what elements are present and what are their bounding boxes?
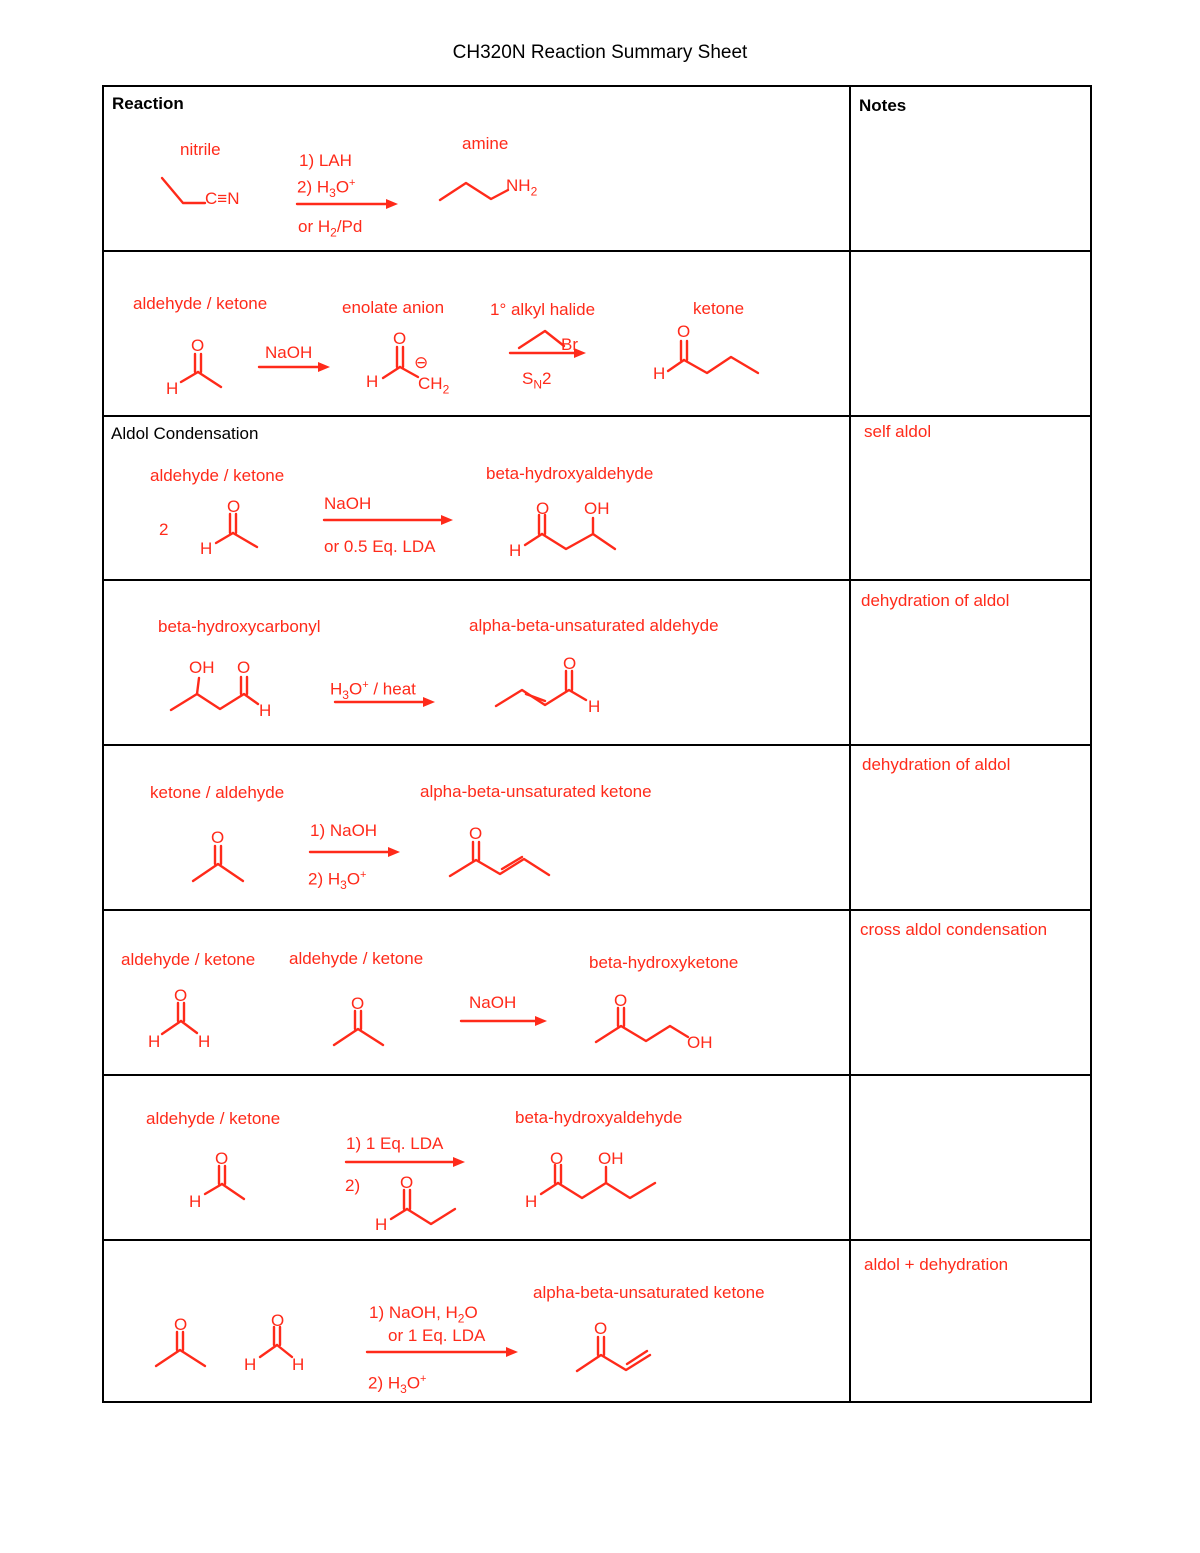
atom-o: O [271,1311,285,1330]
notes-column-header: Notes [859,96,907,115]
condition-h3o: 2) $H_3O^+$ [297,177,356,201]
acetaldehyde-structure-2 [216,514,257,547]
label-beta-hydroxyaldehyde: beta-hydroxyaldehyde [515,1108,683,1127]
atom-o: O [677,322,691,341]
atom-oh: OH [687,1033,713,1052]
label-unsaturated-ketone: alpha-beta-unsaturated ketone [420,782,652,801]
atom-nh2: $NH_2$ [506,176,538,199]
atom-h: H [166,379,179,398]
atom-o: O [550,1149,564,1168]
atom-h: H [292,1355,305,1374]
condition-naoh: 1) NaOH [310,821,378,840]
page-title: CH320N Reaction Summary Sheet [452,42,748,63]
label-amine: amine [462,134,509,153]
label-beta-hydroxyketone: beta-hydroxyketone [589,953,739,972]
label-unsaturated-aldehyde: alpha-beta-unsaturated aldehyde [469,616,719,635]
atom-h: H [148,1032,161,1051]
atom-o: O [393,329,407,348]
atom-br: Br [561,335,578,354]
condition-step2: 2) [345,1176,361,1195]
label-unsaturated-ketone: alpha-beta-unsaturated ketone [533,1283,765,1302]
label-ketone-aldehyde: ketone / aldehyde [150,783,285,802]
condition-naoh-water: 1) NaOH, $H_2O$ [369,1303,478,1326]
condition-naoh: NaOH [265,343,313,362]
condition-h3o: 2) $H_3O^+$ [368,1373,427,1397]
acetaldehyde-structure-3 [205,1166,244,1199]
atom-h: H [509,541,522,560]
acetaldehyde-structure-1 [181,354,221,387]
note-dehydration: dehydration of aldol [861,591,1010,610]
reaction-arrow-2 [259,362,330,372]
condition-naoh: NaOH [324,494,372,513]
note-aldol-dehydration: aldol + dehydration [864,1255,1009,1274]
atom-o: O [211,828,225,847]
aldol-product-structure-2 [541,1165,655,1198]
label-aldehyde-ketone-1: aldehyde / ketone [121,950,256,969]
reaction-column-header: Reaction [112,94,184,113]
atom-h: H [653,364,666,383]
section-heading-aldol: Aldol Condensation [111,424,259,443]
atom-oh: OH [584,499,610,518]
atom-h: H [588,697,601,716]
coefficient: 2 [159,520,169,539]
reaction-arrow-6 [310,847,400,857]
beta-hydroxyketone-structure [596,1008,688,1042]
atom-o: O [469,824,483,843]
atom-h: H [366,372,379,391]
condition-sn2: $S_N2$ [522,369,552,392]
atom-o: O [174,1315,188,1334]
atom-o: O [594,1319,608,1338]
atom-h: H [198,1032,211,1051]
condition-acid-heat: $H_3O^+$ / heat [330,679,416,703]
atom-h: H [244,1355,257,1374]
label-nitrile: nitrile [180,140,221,159]
atom-h: H [375,1215,388,1234]
label-ketone: ketone [693,299,745,318]
label-alkyl-halide: 1° alkyl halide [490,300,596,319]
negative-charge-icon: ⊖ [414,353,429,372]
formaldehyde-structure-2 [260,1327,292,1357]
atom-oh: OH [189,658,215,677]
butanal-structure [668,341,758,373]
propanal-structure [391,1190,455,1224]
amine-structure [440,183,508,200]
atom-o: O [227,497,241,516]
reaction-arrow-4 [324,515,453,525]
atom-cn: C≡N [205,189,240,208]
label-aldehyde-ketone: aldehyde / ketone [150,466,285,485]
acetone-structure-1 [193,846,243,881]
label-aldehyde-ketone-2: aldehyde / ketone [289,949,424,968]
reaction-arrow-7 [461,1016,547,1026]
atom-h: H [189,1192,202,1211]
atom-ch2: $CH_2$ [418,374,450,397]
formaldehyde-structure-1 [162,1003,197,1034]
atom-o: O [351,994,365,1013]
atom-o: O [614,991,628,1010]
condition-lda: or 0.5 Eq. LDA [324,537,436,556]
note-self-aldol: self aldol [864,422,932,441]
atom-h: H [259,701,272,720]
atom-h: H [200,539,213,558]
nitrile-structure [162,178,205,203]
label-beta-hydroxyaldehyde: beta-hydroxyaldehyde [486,464,654,483]
label-beta-hydroxycarbonyl: beta-hydroxycarbonyl [158,617,321,636]
beta-hydroxy-aldehyde-structure [171,677,258,710]
atom-h: H [525,1192,538,1211]
atom-o: O [215,1149,229,1168]
enone-structure-1 [450,842,549,876]
acetone-structure-2 [334,1011,383,1045]
aldol-product-structure [525,515,615,549]
atom-o: O [536,499,550,518]
atom-o: O [563,654,577,673]
atom-o: O [191,336,205,355]
note-dehydration: dehydration of aldol [862,755,1011,774]
condition-lah: 1) LAH [299,151,352,170]
atom-o: O [400,1173,414,1192]
reaction-arrow-8 [346,1157,465,1167]
condition-lda: 1) 1 Eq. LDA [346,1134,444,1153]
label-aldehyde-ketone: aldehyde / ketone [133,294,268,313]
atom-oh: OH [598,1149,624,1168]
atom-o: O [237,658,251,677]
note-cross-aldol: cross aldol condensation [860,920,1048,939]
condition-h2pd: or $H_2/Pd$ [298,217,363,240]
reaction-arrow-9 [367,1347,518,1357]
label-enolate-anion: enolate anion [342,298,445,317]
condition-naoh: NaOH [469,993,517,1012]
crotonaldehyde-structure [496,671,586,706]
label-aldehyde-ketone: aldehyde / ketone [146,1109,281,1128]
acetone-structure-3 [156,1332,205,1366]
enolate-structure [383,347,418,378]
condition-h3o: 2) $H_3O^+$ [308,869,367,893]
atom-o: O [174,986,188,1005]
condition-lda: or 1 Eq. LDA [388,1326,486,1345]
ethyl-bromide-structure [519,331,564,348]
enone-structure-2 [577,1337,650,1371]
